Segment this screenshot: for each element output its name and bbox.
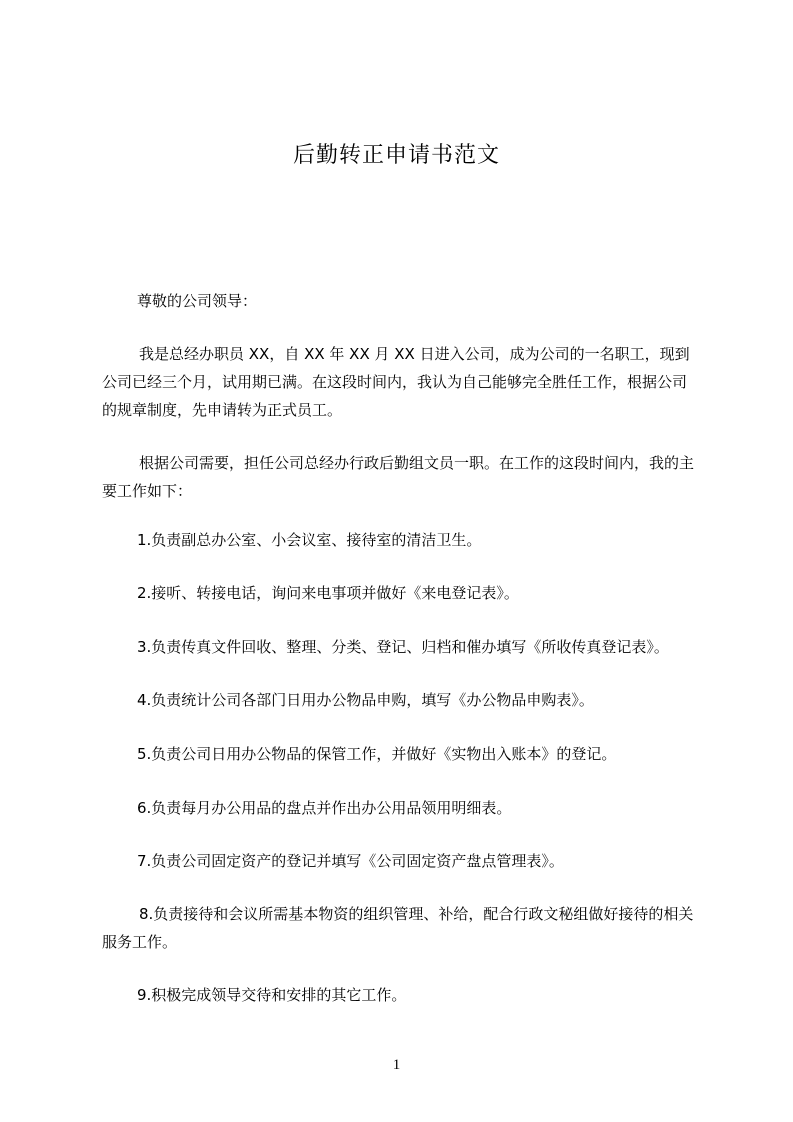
list-item: 5.负责公司日用办公物品的保管工作，并做好《实物出入账本》的登记。 xyxy=(137,745,617,763)
document-title: 后勤转正申请书范文 xyxy=(292,143,500,168)
paragraph-duties-intro: 根据公司需要，担任公司总经办行政后勤组文员一职。在工作的这段时间内，我的主要工作如下： xyxy=(102,454,695,500)
paragraph-intro: 我是总经办职员 XX，自 XX 年 XX 月 XX 日进入公司，成为公司的一名职工，现到公司已经三个月，试用期已满。在这段时间内，我认为自己能够完全胜任工作，根据公司的规章制度，先申请转为正式员工。 xyxy=(102,345,690,419)
page-number: 1 xyxy=(392,1057,401,1073)
salutation: 尊敬的公司领导： xyxy=(137,292,258,310)
list-item: 7.负责公司固定资产的登记并填写《公司固定资产盘点管理表》。 xyxy=(137,852,564,870)
list-item: 9.积极完成领导交待和安排的其它工作。 xyxy=(137,986,407,1004)
list-item: 4.负责统计公司各部门日用办公物品申购，填写《办公物品申购表》。 xyxy=(137,691,594,709)
list-item: 1.负责副总办公室、小会议室、接待室的清洁卫生。 xyxy=(137,531,482,549)
list-item: 8.负责接待和会议所需基本物资的组织管理、补给，配合行政文秘组做好接待的相关服务工作。 xyxy=(102,905,694,951)
list-item: 6.负责每月办公用品的盘点并作出办公用品领用明细表。 xyxy=(137,799,512,817)
list-item: 2.接听、转接电话，询问来电事项并做好《来电登记表》。 xyxy=(137,584,519,602)
list-item: 3.负责传真文件回收、整理、分类、登记、归档和催办填写《所收传真登记表》。 xyxy=(137,638,669,656)
